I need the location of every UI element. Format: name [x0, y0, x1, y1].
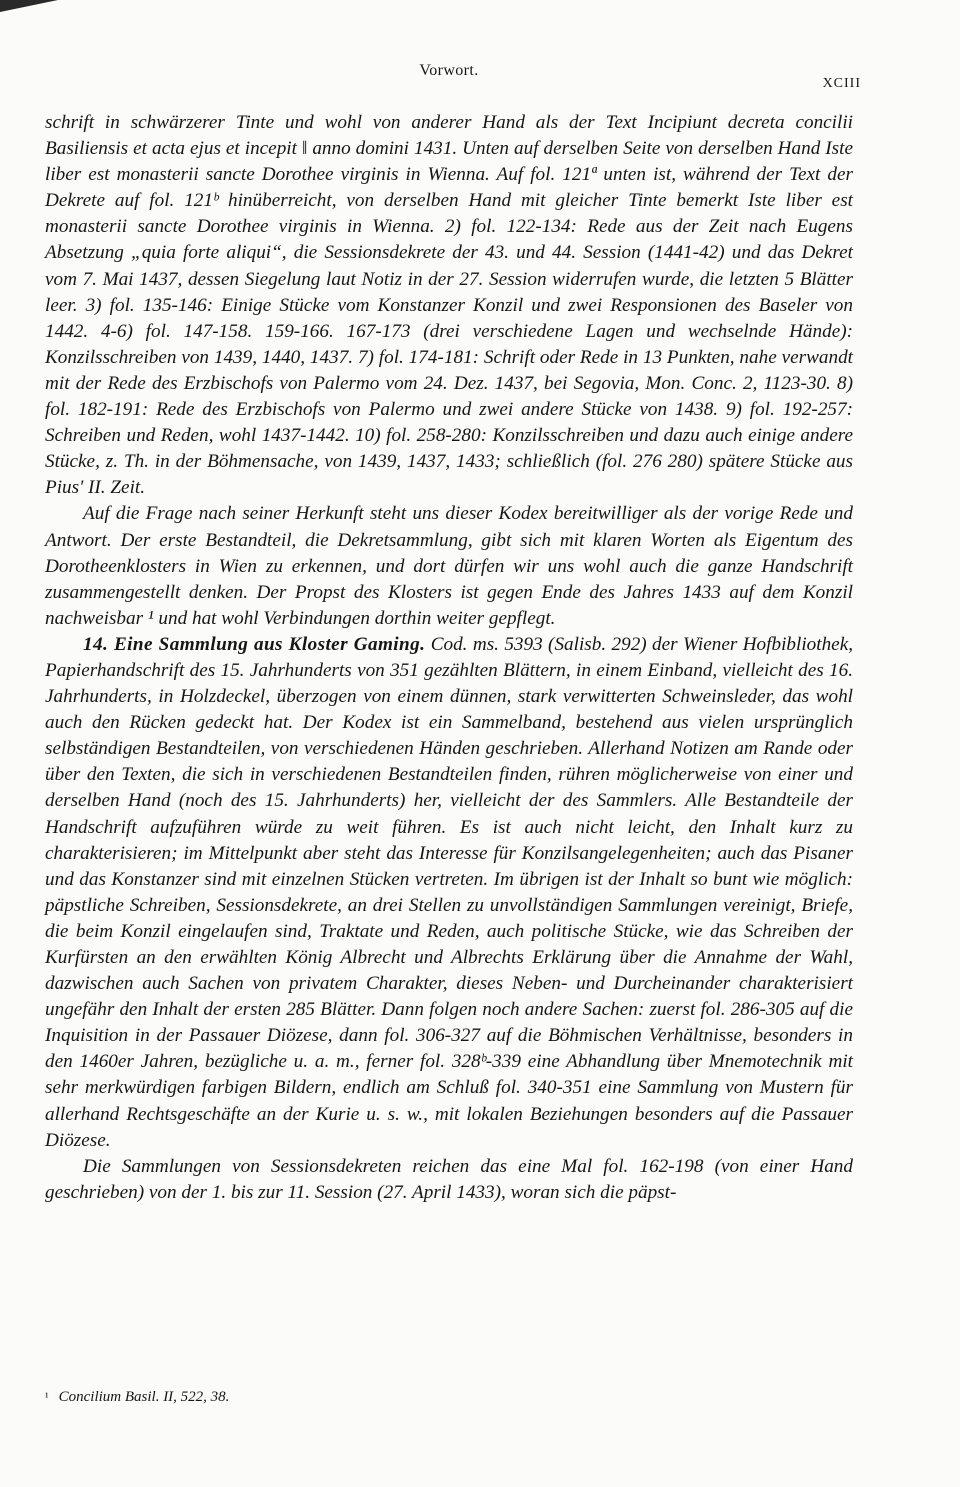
footnote-mark: ¹ — [45, 1390, 49, 1404]
section-14-text: Cod. ms. 5393 (Salisb. 292) der Wiener Hofbibliothek, Papierhandschrift des 15. Jahrhunderts von 351 gezählten Blättern, in einem Einband, vielleicht des 16. Jahrhunderts, in Holzdeckel, überzogen von einem dünnen, stark verwitterten Schweinsleder, das wohl auch den Rücken gedeckt hat. Der Kodex ist ein Sammelband, bestehend aus vielen ursprünglich selbständigen Bestandteilen, von verschiedenen Händen geschrieben. Allerhand Notizen am Rande oder über den Texten, die sich in verschiedenen Bestandteilen finden, rühren möglicherweise von einer und derselben Hand (noch des 15. Jahrhunderts) her, vielleicht der des Sammlers. Alle Bestandteile der Handschrift aufzuführen würde zu weit führen. Es ist auch nicht leicht, den Inhalt kurz zu charakterisieren; im Mittelpunkt aber steht das Interesse für Konzilsangelegenheiten; auch das Pisaner und das Konstanzer sind mit einzelnen Stücken vertreten. Im übrigen ist der Inhalt so bunt wie möglich: päpstliche Schreiben, Sessionsdekrete, an drei Stellen zu unvollständigen Sammlungen vereinigt, Briefe, die beim Konzil eingelaufen sind, Traktate und Reden, auch politische Stücke, wie das Schreiben der Kurfürsten an den erwählten König Albrecht und Albrechts Erklärung über die Annahme der Wahl, dazwischen auch Sachen von privatem Charakter, dieses Neben- und Durcheinander charakterisiert ungefähr den Inhalt der ersten 285 Blätter. Dann folgen noch andere Sachen: zuerst fol. 286-305 auf die Inquisition in der Passauer Diözese, dann fol. 306-327 auf die Böhmischen Verhältnisse, besonders in den 1460er Jahren, bezügliche u. a. m., ferner fol. 328ᵇ-339 eine Abhandlung über Mnemotechnik mit sehr merkwürdigen farbigen Bildern, endlich am Schluß fol. 340-351 eine Sammlung von Mustern für allerhand Rechtsgeschäfte an der Kurie u. s. w., mit lokalen Beziehungen besonders auf die Passauer Diözese. — [45, 633, 854, 1151]
paragraph-provenance: Auf die Frage nach seiner Herkunft steht uns dieser Kodex bereitwilliger als der vorige Rede und Antwort. Der erste Bestandteil, die Dekretsammlung, gibt sich mit klaren Worten als Eigentum des Dorotheenklosters in Wien zu erkennen, und dort dürfen wir uns wohl auch die ganze Handschrift zusammengestellt denken. Der Propst des Klosters ist gegen Ende des Jahres 1433 auf dem Konzil nachweisbar ¹ und hat wohl Verbindungen dorthin weiter gepflegt. — [45, 503, 853, 629]
running-head — [45, 62, 861, 91]
section-heading-14: 14. Eine Sammlung aus Kloster Gaming. — [83, 633, 426, 655]
book-page — [45, 62, 861, 1206]
body-text — [45, 110, 853, 1206]
paragraph-session-decrees: Die Sammlungen von Sessionsdekreten reichen das eine Mal fol. 162-198 (von einer Hand geschrieben) von der 1. bis zur 11. Session (27. April 1433), woran sich die päpst- — [45, 1155, 853, 1203]
running-head-title: Vorwort. — [419, 62, 479, 79]
page-corner-mark — [0, 0, 58, 12]
footnote — [45, 1389, 853, 1406]
footnote-text: Concilium Basil. II, 522, 38. — [58, 1389, 230, 1405]
paragraph-manuscript-contents: schrift in schwärzerer Tinte und wohl von anderer Hand als der Text Incipiunt decreta concilii Basiliensis et acta ejus et incepit ‖ anno domini 1431. Unten auf derselben Seite von derselben Hand Iste liber est monasterii sancte Dorothee virginis in Wienna. Auf fol. 121ª unten ist, während der Text der Dekrete auf fol. 121ᵇ hinüberreicht, von derselben Hand mit gleicher Tinte bemerkt Iste liber est monasterii sancte Dorothee virginis in Wienna. 2) fol. 122-134: Rede aus der Zeit nach Eugens Absetzung „quia forte aliqui“, die Sessionsdekrete der 43. und 44. Session (1441-42) und das Dekret vom 7. Mai 1437, dessen Siegelung laut Notiz in der 27. Session widerrufen wurde, die letzten 5 Blätter leer. 3) fol. 135-146: Einige Stücke vom Konstanzer Konzil und zwei Responsionen des Baseler von 1442. 4-6) fol. 147-158. 159-166. 167-173 (drei verschiedene Lagen und wechselnde Hände): Konzilsschreiben von 1439, 1440, 1437. 7) fol. 174-181: Schrift oder Rede in 13 Punkten, nahe verwandt mit der Rede des Erzbischofs von Palermo vom 24. Dez. 1437, bei Segovia, Mon. Conc. 2, 1123-30. 8) fol. 182-191: Rede des Erzbischofs von Palermo und zwei andere Stücke von 1438. 9) fol. 192-257: Schreiben und Reden, wohl 1437-1442. 10) fol. 258-280: Konzilsschreiben und dazu auch einige andere Stücke, z. Th. in der Böhmensache, von 1439, 1437, 1433; schließlich (fol. 276 280) spätere Stücke aus Pius' II. Zeit. — [45, 112, 853, 499]
page-number: XCIII — [822, 76, 861, 91]
paragraph-section-14 — [45, 632, 853, 1154]
